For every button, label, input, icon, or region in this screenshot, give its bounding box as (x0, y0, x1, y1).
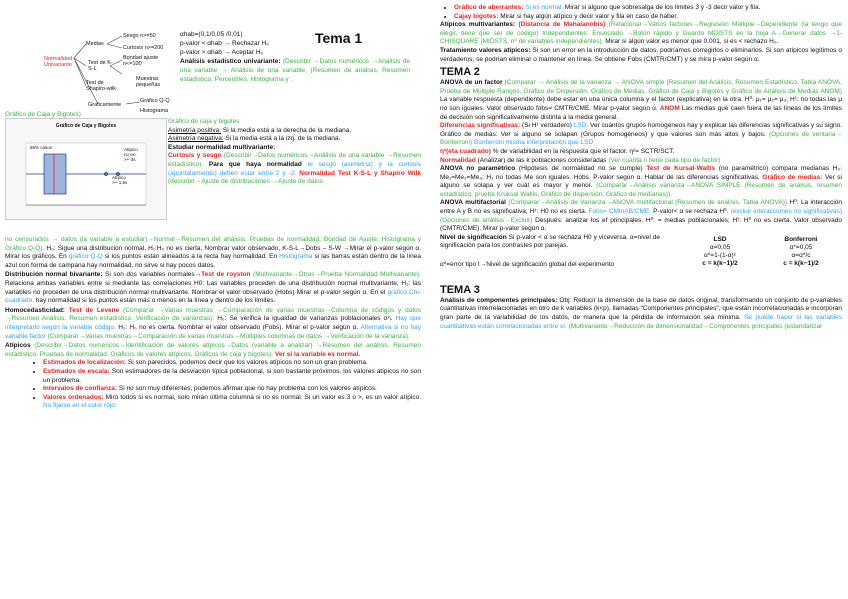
boxplot-svg (6, 119, 166, 219)
anova-text2: Las medias que caen fuera de las líneas de los límites de decisión son significativamente distinta a la media general. (440, 104, 842, 121)
pvalue-reject: p-valor < αhab → Rechazar H₀ (180, 40, 270, 47)
bullet-label: Gráfico de aberrantes: (454, 4, 524, 11)
curtosis-paren: (Describir→Datos numéricos→Análisis de una variable →Resumen estadístico). (168, 152, 421, 168)
mindmap-qq: Gráfico Q-Q (140, 98, 170, 104)
boxplot-figure (5, 118, 167, 220)
note-small: Atípico >+-1,5s (112, 175, 128, 185)
list-item (43, 368, 421, 385)
mindmap-test-shapiro: Test de Shapiro-wilk (86, 80, 116, 92)
mindmap-histograma: Histograma (140, 108, 169, 114)
caja-heading: Gráfico de caja y bigotes (168, 118, 240, 125)
mindmap-root: Normalidad Univariante (44, 56, 73, 68)
bullet-blue: Si es normal. (523, 4, 564, 11)
mindmap-muestras: Muestras pequeñas (136, 76, 161, 88)
normalidad-paren: (describir→Ajuste de distribuciones →Ajuste de datos (168, 178, 323, 186)
bonf-formulas (768, 236, 834, 268)
bullet-label: Intervalos de confianza: (43, 385, 118, 393)
qq-link: gráfico Q-Q (68, 253, 103, 261)
atip-multi-text: Mirar si algún valor es menor que 0,001, si es < rechazo H₀. (603, 38, 779, 46)
lsd-link: LSD: (573, 122, 589, 130)
kruskal: Test de Kursal-Wallis (646, 165, 716, 173)
lsd-formulas (690, 236, 750, 268)
lsd-alpha: α=0,05 (709, 243, 731, 251)
left-column (5, 236, 421, 411)
analisis-text: (Describir →Datos numéricos →Análisis de una variable → Análisis de una variable, (Resumen de análisis, Resumen estadístico. Percentiles, Histograma y . (180, 58, 410, 83)
norm-paren: (Ver cuanta n tiene cada tipo de factor) (606, 156, 721, 164)
levene-test: Test de Levene (64, 306, 120, 314)
box-rect (44, 154, 66, 194)
anova-m-text3: Después: analizar los ef principales. H⁰: = medias poblacionales; H¹: H⁰ no es cierta. Valor observado (CMTR/CME). Mirar p-valor según α. (440, 216, 843, 233)
curtosis-blue: el sesgo (asimetría) y la curtosis (apuntalamiento) deben estar entre 2 y -2. (168, 160, 421, 177)
mindmap-caja: Gráfico de Caja y Bigotes) (5, 111, 81, 118)
list-item (454, 4, 842, 13)
list-item (43, 385, 421, 394)
tema1-heading: Tema 1 (315, 30, 363, 46)
hist-text: si las barras están dentro de la línea azul con forma de campana hay normalidad, no sirve si hay pocos datos. (5, 253, 421, 269)
nivel-text: Si p-valor < α se rechaza H0 y viceversa. α=nivel de significación para los contrastes por parejas. (440, 233, 660, 250)
bullet-text: Si no son muy diferentes, podemos afirmar que no hay problema con los valores atípicos. (117, 385, 377, 393)
graf-medias: Gráfico de medias: (762, 173, 823, 181)
anova-m-paren: (Comparar→Análisis de Varianza→ANOVA multifactorial (Resumen de análisis, Tabla ANOVA)) (505, 199, 788, 207)
homo-label: Homocedasticidad: (5, 306, 65, 314)
bonf-alpha: α=α*/c (791, 251, 811, 259)
homo-blue2: Alternativa si no hay variable factor (5, 323, 421, 340)
dist-text1: Si son dos variables normales→ (102, 271, 202, 279)
note-right: Atípico no ex- >+-3s (124, 147, 138, 162)
alpha-formulas (180, 30, 410, 84)
note-left: 85% casos (30, 145, 53, 150)
normalidad-red: Normalidad (440, 156, 476, 164)
dif-paren: (Opciones de ventana→ Bonferroni) (440, 130, 842, 147)
atip-bullets (5, 359, 421, 411)
homo-text: H₀: Se verifica la igualdad de varianzas poblacionales σ²ᵢ. (214, 315, 396, 323)
list-item (43, 359, 421, 368)
mindmap-medias: Medias (86, 41, 104, 47)
lsd-title: LSD (713, 235, 727, 243)
anova-paren: (Comparar → Análisis de la varianza → ANOVA simple (Resumen del Análisis, Resumen Estadístico, Tabla ANOVA, Prueba de Múltiple Rangos, Gráfico de Dispersión, Gráfico de Medias, Gráfico de Caja y Bigotes y Gráfico de Análisis de Medias ANOM) (440, 79, 842, 95)
anova-m-paren2: (Opciones de análisis→Excluir) (440, 216, 533, 224)
dist-label: Distribución normal bivariante: (5, 271, 103, 279)
acp-label: Análisis de componentes principales: (440, 296, 558, 304)
homo-blue: Hay que interpretarlo según la variable código. (5, 315, 421, 331)
asim-pos-label: Asimetría positiva: (168, 126, 222, 134)
curtosis-label: Curtosis y sesgo (168, 152, 222, 160)
asim-pos-text: Si la media está a la derecha de la mediana. (221, 126, 352, 134)
anova-m-blue: (excluir interacciones no significativas) (730, 208, 843, 216)
curtosis-text: Para que haya normalidad (203, 160, 308, 168)
lsd-c: c = k(k−1)/2 (702, 259, 738, 267)
bonf-blue: Bonferroni misma interpretación que LSD (472, 139, 594, 147)
mahalanobis: (Distancia de Mahalanobis) (515, 21, 606, 29)
analisis-label: Análisis estadístico univariante: (180, 58, 281, 65)
hist-link: Histograma (279, 253, 313, 261)
acp-text: Obj: Reducir la dimensión de la base de datos original, transformando un conjunto de p-variables cuantitativas interrelacionadas en otro de k variables (k<p), llamadas "Componentes principales", que están incorrelacionadas e incorporan gran parte de la variabilidad de los datos, de manera que la pérdida de información sea mínima. (440, 296, 842, 322)
dif-label: Diferencias significativas: (440, 122, 521, 130)
anova-label: ANOVA de un factor (440, 79, 503, 87)
bonf-title: Bonferroni (784, 235, 818, 243)
bonf-c: c = k(k−1)/2 (783, 259, 819, 267)
list-item (454, 13, 842, 22)
anom: ANOM (659, 104, 680, 112)
mindmap-bondad: Bondad ajuste n<=100 (123, 55, 159, 67)
chi-link: gráfico Chi-cuadrado, (5, 288, 421, 305)
atip-label: Atípicos (5, 342, 31, 350)
bullet-text: Miro todos si es normal, solo miran última columna si no es normal. Si un valor es 3 o >, es un valor atípico. (103, 393, 421, 401)
right-column (440, 4, 842, 331)
qq-text: si los puntos están alineados a la recta hay normalidad. En (102, 253, 280, 261)
tema2-heading: TEMA 2 (440, 66, 480, 79)
bullet-label: Valores ordenados: (43, 393, 104, 401)
bullet-text: Si son parecidos, podemos decir que los valores atípicos no son un gran problema. (126, 359, 368, 367)
bullet-label: Estimados de localización: (43, 359, 127, 367)
mindmap-sesgo: Sesgo n>=50 (123, 33, 156, 39)
nivel-section (440, 234, 842, 282)
trat-label: Tratamiento valores atípicos: (440, 46, 531, 54)
anova-m-text: H⁰: La interacción entre A y B no es significativa; H¹: H0 no es cierta. (440, 199, 842, 216)
normalidad-label: Normalidad Test K-S-L y Shapiro Wilk (296, 169, 421, 177)
error-text: α*=error tipo I→Nivel de significación global del experimento (440, 260, 615, 268)
trat-text: Si son un error en la introducción de datos, podríamos corregirlos o eliminarlos. Si son atípicos legítimos o verdaderos, se podrían eliminar o mantener en línea. Se obtiene Fobs (CMTR/CMT) y se mira p-valor según α. (440, 46, 842, 63)
homo-paren2: (Comparar→Varias muestras→Comparación de varias muestras→Múltiples columnas de datos →Verificación de la varianza). (45, 332, 410, 340)
list-item (43, 394, 421, 411)
anova-np-text3: Ver si alguno se solapa y ver cuál es mayor y menor. (440, 173, 842, 190)
eta-text: % de variabilidad en la respuesta que el factor. η²= SCTR/SCT. (490, 147, 675, 155)
bullet-label: Estimados de escala: (43, 367, 110, 375)
anova-np-paren: (Comparar→Análisis varianza→ANOVA SIMPLE (Resumen de análisis, resumen estadístico, prueba Kruksal Wallis, Gráfico de dispersión, Gráfico de medianas)). (440, 182, 842, 198)
bullet-blue: No fijarse en el color rojo. (43, 402, 117, 410)
acp-paren: (Multivariante→Reducción de dimensionalidad→Componentes principales (estandarizar (566, 322, 823, 330)
bullet-text: Mirar si alguno que sobresalga de los límites 3 y -3 decir valor y fila. (563, 4, 761, 11)
anova-np-label: ANOVA no paramétrico (440, 165, 516, 173)
caja-section (168, 118, 421, 187)
bullet-label: Cajay bigotes: (454, 12, 499, 20)
tema3-heading: TEMA 3 (440, 283, 480, 296)
anova-m-text2: P-valor< α se rechaza H⁰. (651, 208, 731, 216)
nivel-label: Nivel de significación (440, 233, 507, 241)
acp-blue: Se puede hacer si las variables cuantitativas están correlacionadas entre sí. (440, 314, 842, 330)
dist-paren: (Multivariante→Otros→Prueba Normalidad Multivariante). (250, 271, 421, 279)
bonf-alpha-star: α*=0,05 (789, 243, 813, 251)
mindmap-curtosis: Curtosis n>=200 (123, 45, 164, 51)
atip-red: Ver si la variable es normal. (273, 350, 361, 358)
fobs: Fobs= CMInAB/CME. (588, 208, 652, 216)
anova-np-text: (Hipótesis de normalidad no se cumple) (515, 165, 647, 173)
anova-np-text2: (no paramétrico) compara medianas H₀: Me₁=Me₂=Me₃; H₁ no todas Me son iguales. Hobs. P-valor según α. Hablar de las diferencias significativas. (440, 165, 842, 181)
asim-neg-label: Asimetría negativa: (168, 135, 224, 143)
norm-text: (Analizar) de las k poblaciones consideradas (475, 156, 607, 164)
dif-text2: Ver cuántos grupos homogéneos hay y explicar las diferencias significativas y su signo. Gráfico de medias: Ver si alguno se solapan (Grupos homogéneos) y que valores son más altos y bajos. (440, 122, 842, 138)
mindmap-graficamente: Graficamente (88, 102, 122, 108)
anova-text: La variable respuesta (dependiente) debe estar en una única columna y el factor (explicativa) en la otra. H⁰: μ₁= μ₂= μ₃; H¹: no todas las μ no son iguales. Valor observado fobs= CMTR/CME. Mirar p-valor según α. (440, 96, 842, 112)
bullet-text: Son estimadores de la desviación típica poblacional, si son bastante próximos, los valores atípicos no son un problema. (43, 367, 421, 384)
asim-neg-text: Si la media está a la izq. de la mediana. (223, 135, 341, 143)
boxplot-title: Gráfico de Caja y Bigotes (55, 123, 117, 129)
estudiar-heading: Estudiar normalidad multivariante: (168, 143, 276, 151)
dist-text3: hay normalidad si los puntos están más o menos en la línea y dentro de los límites. (33, 297, 276, 305)
dist-text2: Relaciona ambas variables entre si mediante las correlaciones H0: Las variables proceden de una distribución normal multivariante, H₁: las variables no proceden de una distribución normal multivariante. Nombrar el valor observado (Hobs) Mirar el p-valor según α. En el (5, 279, 421, 296)
atip-multi-label: Atípicos multivariantes: (440, 21, 516, 29)
normalidad-cont: no censurados → datos (la variable a estudiar)→Normal→Resumen del análisis, Pruebas de normalidad, Bondad de Ajuste, Histograma y Gráfico Q-Q). (5, 236, 421, 252)
eta: η²(eta cuadrado) (440, 147, 491, 155)
atip-multi-paren: (Relacionar→Varios factores→Regresión Múltiple→Dependiente (la tengo que elegir, tiene que ser de código) Independientes: Enunciado →Botón rápido y Guardo MDISTS en la hoja A→Generar datos →1-CHISQUARE (MIDSTS, nº de variables independientes). (440, 21, 842, 46)
bullet-text: Mirar si hay algún atípico y decir valor y fila en caso de haber. (498, 12, 678, 20)
homo-paren: (Comparar →Varias muestras →Comparación de varias muestras→Columna de códigos y datos →Resumen Análisis, Resumen estadístico, Verificación de varianzas): (5, 306, 421, 323)
right-top-bullets (440, 4, 842, 21)
anova-m-label: ANOVA multifactorial (440, 199, 506, 207)
atip-paren: (Describir→Datos numéricos→Identificación de valores atípicos→Datos (variable a analizar) →Resumen del análisis, Resumen estadístico, Pruebas de normalidad, Gráficos de valores atípicos, Gráficos de caja y bigotes). (5, 342, 421, 358)
mindmap-test-ks: Test de K- S-L (88, 60, 113, 72)
royston-test: Test de royston (201, 271, 251, 279)
normalidad-text: H₀: Sigue una distribución normal, H₁:H₀ no es cierta. Nombrar valor observado, K-S-L→Dobs – S-W →Mirar el p-valor según α. Mirar los gráficos. En (5, 244, 421, 261)
lsd-alpha-star: α*=1-(1-α)ᶜ (703, 251, 737, 259)
pvalue-accept: p-valor > αhab → Aceptar H₀ (180, 49, 264, 56)
homo-text2: H₁: H₀ no es cierta. Nombrar el valor observado (Fobs). Mirar el p-valor según α. (115, 323, 361, 331)
alpha-line: αhab=(0,1/0,05 /0,01) (180, 31, 243, 38)
dif-text: (Si H¹ verdadero) (520, 122, 574, 130)
